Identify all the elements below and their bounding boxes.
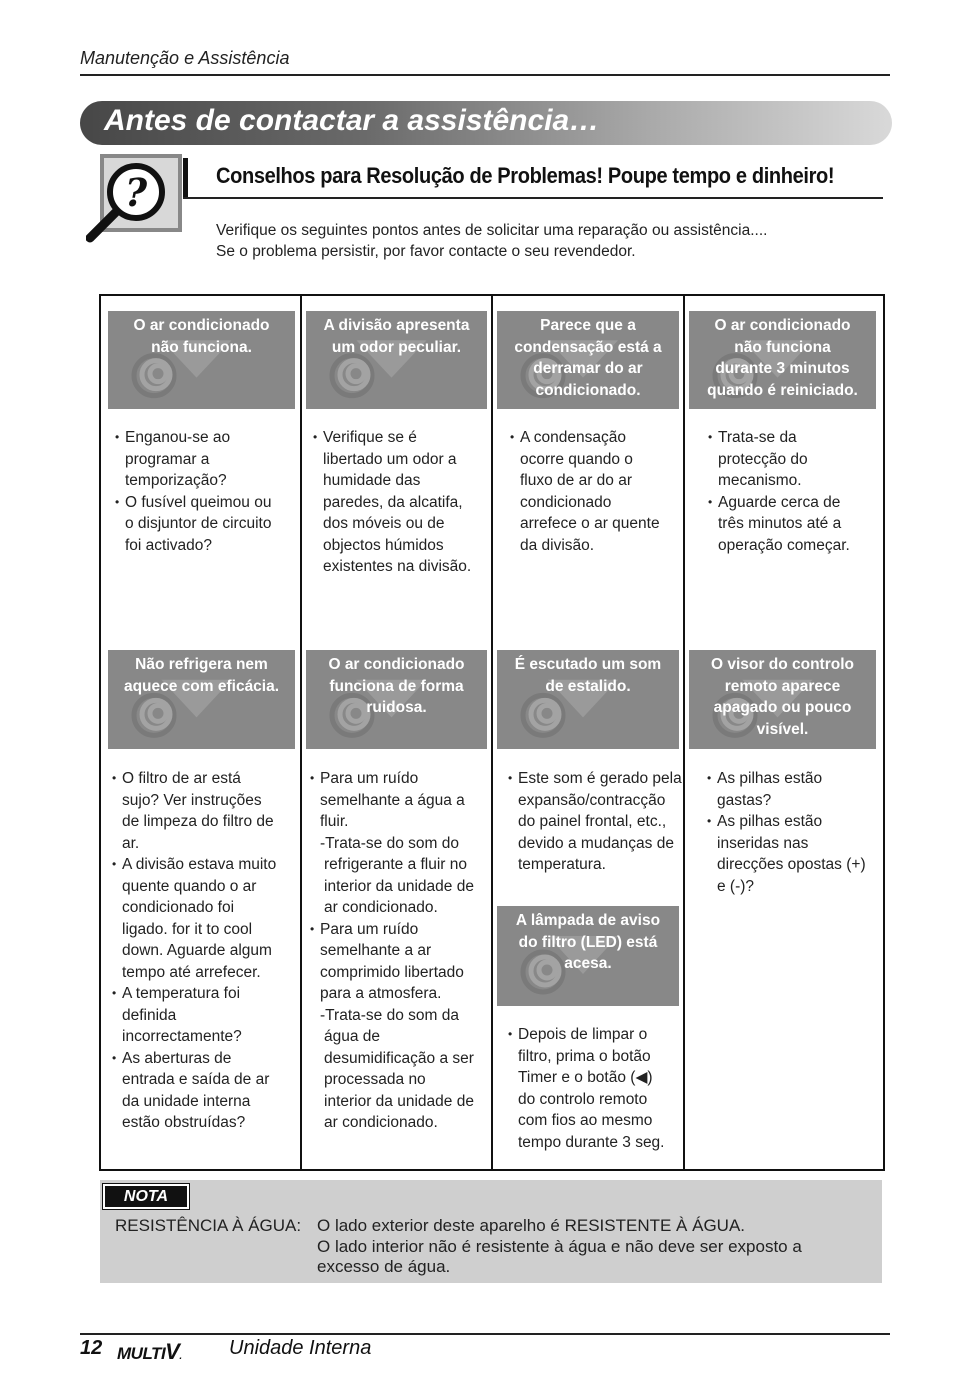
- solution-line: • A divisão estava muito: [112, 854, 297, 876]
- solution-line: ocorre quando o: [520, 450, 633, 468]
- solution-line: • Para um ruído: [310, 919, 490, 941]
- problem-title-line: derramar do ar: [533, 360, 643, 377]
- problem-title: [306, 650, 487, 719]
- solution-line: e (-)?: [717, 877, 755, 895]
- solution-line: libertado um odor a: [323, 450, 457, 468]
- problem-title-line: É escutado um som: [514, 656, 662, 673]
- bottom-rule: [80, 1333, 890, 1335]
- solution-line: • O filtro de ar está: [112, 768, 297, 790]
- solution-line: • Aguarde cerca de: [708, 492, 883, 514]
- solution-line: entrada e saída de ar: [122, 1071, 270, 1088]
- problem-header: [306, 311, 487, 409]
- solution-line: desumidificação a ser: [324, 1049, 474, 1067]
- solution-line: do controlo remoto: [518, 1090, 648, 1108]
- solution-line: condicionado: [520, 493, 612, 511]
- solution-line: ar condicionado.: [324, 1114, 438, 1131]
- solution-line: temperatura.: [518, 856, 606, 873]
- note-tag: NOTA: [103, 1184, 189, 1209]
- top-rule: [80, 74, 890, 76]
- heading-rule: [183, 197, 883, 199]
- solution-line: da unidade interna: [122, 1092, 251, 1110]
- solution-line: processada no: [324, 1071, 426, 1088]
- intro-line: Verifique os seguintes pontos antes de solicitar uma reparação ou assistência....: [216, 222, 768, 239]
- section-heading: Conselhos para Resolução de Problemas! Poupe tempo e dinheiro!: [216, 163, 835, 188]
- problem-title-line: condensação está a: [514, 338, 662, 356]
- solution-line: direcções opostas (+): [717, 856, 866, 873]
- solution-line: de limpeza do filtro de: [122, 813, 274, 830]
- note-line: O lado interior não é resistente à água e não deve ser exposto a: [317, 1236, 802, 1256]
- problem-title-line: Não refrigera nem: [135, 656, 268, 673]
- problem-title-line: um odor peculiar.: [331, 338, 462, 356]
- solution-line: • O fusível queimou ou: [115, 492, 295, 514]
- solution-line: foi activado?: [125, 536, 213, 554]
- problem-title-line: ruidosa.: [366, 699, 427, 716]
- solution-line: com fios ao mesmo: [518, 1112, 653, 1129]
- problem-title: [306, 311, 487, 358]
- solution-line: arrefece o ar quente: [520, 515, 660, 532]
- brand-small: MULTI: [117, 1344, 166, 1363]
- solution-list: [313, 427, 493, 578]
- solution-line: -Trata-se do som do: [320, 834, 459, 852]
- problem-header: [497, 650, 679, 749]
- solution-line: protecção do: [718, 450, 808, 468]
- problem-header: [497, 906, 679, 1006]
- problem-title-line: funciona de forma: [329, 677, 464, 695]
- solution-line: sujo? Ver instruções: [122, 791, 262, 809]
- problem-header: [689, 311, 876, 409]
- problem-title-line: não funciona: [734, 338, 831, 356]
- solution-line: incorrectamente?: [122, 1028, 242, 1045]
- note-label: RESISTÊNCIA À ÁGUA:: [115, 1216, 302, 1235]
- solution-line: ar condicionado.: [324, 899, 438, 916]
- solution-line: temporização?: [125, 472, 227, 489]
- solution-line: • As pilhas estão: [707, 768, 885, 790]
- brand-logo: [117, 1339, 182, 1365]
- title-banner: [80, 101, 892, 145]
- intro-text: [216, 220, 767, 262]
- problem-title-line: A lâmpada de aviso: [515, 912, 661, 929]
- solution-line: refrigerante a fluir no: [324, 856, 468, 873]
- solution-line: • Depois de limpar o: [508, 1024, 688, 1046]
- problem-title-line: durante 3 minutos: [715, 360, 850, 377]
- solution-line: filtro, prima o botão: [518, 1047, 651, 1065]
- solution-line: paredes, da alcatifa,: [323, 493, 463, 511]
- solution-line: gastas?: [717, 791, 772, 809]
- solution-line: Timer e o botão (◀): [518, 1069, 653, 1086]
- problem-title-line: O visor do controlo: [711, 656, 854, 673]
- problem-title-line: A divisão apresenta: [323, 317, 470, 334]
- solution-line: tempo até arrefecer.: [122, 963, 261, 981]
- problem-title-line: não funciona.: [151, 338, 252, 356]
- solution-line: • Para um ruído: [310, 768, 490, 790]
- section-label: Manutenção e Assistência: [80, 48, 290, 68]
- solution-line: operação começar.: [718, 536, 850, 554]
- solution-line: condicionado foi: [122, 899, 235, 916]
- page-number: 12: [80, 1337, 103, 1359]
- solution-line: inseridas nas: [717, 834, 809, 852]
- solution-line: comprimido libertado: [320, 963, 464, 981]
- problem-title-line: do filtro (LED) está: [518, 933, 658, 951]
- magnifier-question-icon: [86, 154, 186, 244]
- solution-line: -Trata-se do som da: [320, 1006, 459, 1024]
- solution-line: down. Aguarde algum: [122, 942, 272, 959]
- note-line: excesso de água.: [317, 1257, 451, 1276]
- intro-line: Se o problema persistir, por favor contacte o seu revendedor.: [216, 243, 636, 260]
- problem-title-line: visível.: [756, 720, 809, 738]
- grid-divider: [491, 294, 493, 1170]
- solution-list: [708, 427, 883, 556]
- solution-line: três minutos até a: [718, 515, 842, 532]
- problem-title-line: acesa.: [564, 955, 612, 972]
- problem-header: [108, 650, 295, 749]
- solution-list: [115, 427, 295, 556]
- brand-tm: .: [179, 1351, 182, 1362]
- problem-title: [497, 650, 679, 697]
- solution-line: tempo durante 3 seg.: [518, 1133, 665, 1151]
- grid-divider: [300, 294, 302, 1170]
- solution-line: programar a: [125, 450, 210, 468]
- problem-title-line: de estalido.: [545, 677, 631, 695]
- problem-title: [689, 311, 876, 401]
- problem-header: [108, 311, 295, 409]
- brand-big: V: [165, 1339, 180, 1364]
- solution-list: [310, 768, 490, 1134]
- footer-text: Unidade Interna: [229, 1337, 372, 1359]
- problem-title: [108, 650, 295, 697]
- svg-text:?: ?: [124, 170, 148, 215]
- solution-line: fluir.: [320, 813, 349, 830]
- solution-line: semelhante a água a: [320, 791, 465, 809]
- problem-title-line: condicionado.: [535, 381, 641, 399]
- problem-header: [306, 650, 487, 749]
- problem-title-line: quando é reiniciado.: [707, 381, 858, 399]
- problem-title-line: aquece com eficácia.: [123, 677, 280, 695]
- solution-line: para a atmosfera.: [320, 985, 442, 1002]
- problem-title-line: Parece que a: [540, 317, 636, 334]
- solution-line: devido a mudanças de: [518, 834, 674, 852]
- solution-line: • A temperatura foi: [112, 983, 297, 1005]
- solution-line: do painel frontal, etc.,: [518, 813, 667, 830]
- solution-line: interior da unidade de: [324, 1092, 474, 1110]
- note-text: [317, 1216, 857, 1278]
- solution-line: interior da unidade de: [324, 877, 474, 895]
- solution-line: • Este som é gerado pela: [508, 768, 688, 790]
- problem-title-line: O ar condicionado: [133, 317, 270, 334]
- solution-line: definida: [122, 1006, 177, 1024]
- problem-header: [497, 311, 679, 409]
- heading-bar: [183, 158, 188, 198]
- solution-line: • Trata-se da: [708, 427, 883, 449]
- solution-line: estão obstruídas?: [122, 1114, 246, 1131]
- solution-line: ar.: [122, 834, 140, 852]
- problem-title-line: apagado ou pouco: [713, 699, 852, 716]
- solution-line: o disjuntor de circuito: [125, 515, 272, 532]
- problem-title: [108, 311, 295, 358]
- problem-title-line: remoto aparece: [724, 677, 841, 695]
- solution-list: [112, 768, 297, 1134]
- solution-line: expansão/contracção: [518, 791, 666, 809]
- solution-line: quente quando o ar: [122, 877, 257, 895]
- solution-list: [510, 427, 690, 556]
- solution-list: [508, 1024, 688, 1153]
- solution-line: mecanismo.: [718, 472, 802, 489]
- solution-line: objectos húmidos: [323, 536, 444, 554]
- page-title: Antes de contactar a assistência…: [104, 104, 600, 137]
- solution-list: [707, 768, 885, 897]
- solution-line: existentes na divisão.: [323, 558, 472, 575]
- solution-line: • As pilhas estão: [707, 811, 885, 833]
- problem-title: [497, 311, 679, 401]
- problem-title-line: O ar condicionado: [714, 317, 851, 334]
- solution-line: • Enganou-se ao: [115, 427, 295, 449]
- solution-list: [508, 768, 688, 876]
- solution-line: água de: [324, 1028, 381, 1045]
- solution-line: • Verifique se é: [313, 427, 493, 449]
- problem-title: [497, 906, 679, 975]
- solution-line: humidade das: [323, 472, 421, 489]
- problem-title-line: O ar condicionado: [328, 656, 465, 673]
- problem-title: [689, 650, 876, 740]
- solution-line: semelhante a ar: [320, 942, 432, 959]
- solution-line: fluxo de ar do ar: [520, 472, 633, 489]
- solution-line: • As aberturas de: [112, 1048, 297, 1070]
- note-line: O lado exterior deste aparelho é RESISTENTE À ÁGUA.: [317, 1216, 746, 1235]
- problem-header: [689, 650, 876, 749]
- solution-line: dos móveis ou de: [323, 515, 445, 532]
- solution-line: da divisão.: [520, 536, 595, 554]
- solution-line: ligado. for it to cool: [122, 920, 253, 938]
- solution-line: • A condensação: [510, 427, 690, 449]
